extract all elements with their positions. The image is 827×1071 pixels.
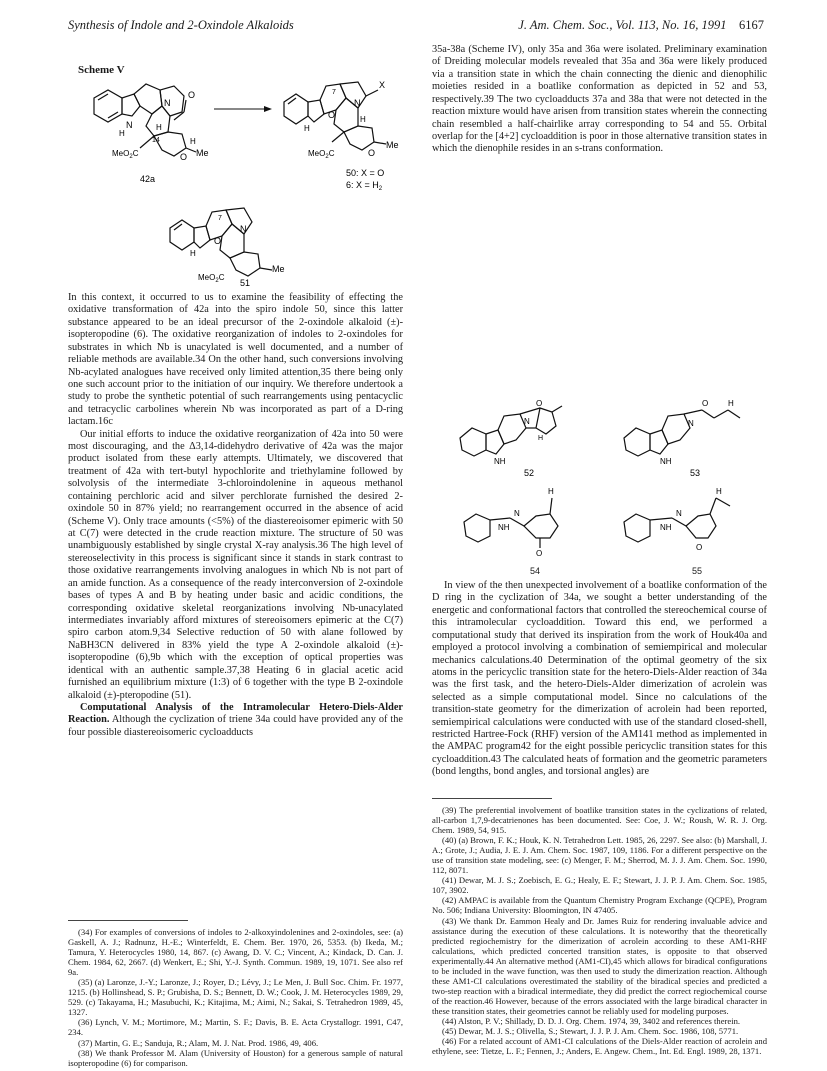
right-column-top	[432, 44, 767, 156]
footnote-44: (44) Alston, P. V.; Shillady, D. D. J. Org. Chem. 1974, 39, 3402 and references therein.	[442, 1015, 741, 1026]
footnote-34: (34) For examples of conversions of indoles to 2-alkoxyindolenines and 2-oxindoles, see: (a) Gaskell, A. J.; Radnunz, H.-E.; Winterfeldt, E. Chem. Ber. 1970, 26, 5353. (b) Ikeda, M.; Tamura, Y. Heterocycles 1980, 14, 867. (c) Awang, D. V. C.; Vincent, A.; Kindack, D. Can. J. Chem. 1984, 62, 2667. (d) Wenkert, E.; Shi, Y.-J. Synth. Commun. 1989, 19, 1071. See also ref 9a.	[68, 927, 403, 978]
label-n-42a: N	[126, 120, 133, 130]
label-55: 55	[692, 566, 703, 576]
label-nh-54: NH	[498, 523, 510, 532]
c-text: C	[218, 273, 225, 282]
meo-text: MeO	[308, 149, 326, 158]
label-6-text: 6: X = H	[346, 180, 379, 190]
label-50: 50: X = O	[346, 168, 385, 178]
footnote-40: (40) (a) Brown, F. K.; Houk, K. N. Tetrahedron Lett. 1985, 26, 2297. See also: (b) Marshall, J. A.; Grote, J.; Audia, J. E. J. Am. Chem. Soc. 1987, 109, 1186. For a different perspective on the use of transition state modeling, see: (c) Menger, F. M.; Sherrod, M. J. J. Am. Chem. Soc. 1990, 112, 8071.	[432, 835, 767, 876]
c-text: C	[132, 149, 139, 158]
label-h-54: H	[548, 487, 554, 496]
footnote-36: (36) Lynch, V. M.; Mortimore, M.; Martin, S. F.; Davis, B. E. Acta Crystallogr. 1991, C47, 234.	[68, 1017, 403, 1038]
label-nh-55: NH	[660, 523, 672, 532]
label-o2-42a: O	[180, 152, 188, 162]
footnote-38: (38) We thank Professor M. Alam (University of Houston) for a generous sample of natural isopteropodine (6) for comparison.	[68, 1047, 403, 1068]
label-nh-53: NH	[660, 457, 672, 466]
label-h2-42a: H	[156, 123, 162, 132]
footnote-35: (35) (a) Laronze, J.-Y.; Laronze, J.; Royer, D.; Lévy, J.; Le Men, J. Bull Soc. Chim. Fr. 1977, 1215. (b) Hollinshead, S. P.; Grubisha, D. S.; Bennett, D. W.; Cook, J. M. Heterocycles 1989, 29, 529. (c) Takayama, H.; Masubuchi, K.; Kitajima, M.; Aimi, N.; Sakai, S. Tetrahedron 1989, 45, 1327.	[68, 977, 403, 1018]
footnotes-right	[432, 805, 767, 1056]
sub-text: 2	[325, 154, 329, 160]
transition-state-diagram	[440, 398, 760, 558]
label-x-50: X	[379, 80, 386, 90]
scheme-v-diagram	[68, 76, 408, 286]
label-o2-50: O	[368, 148, 376, 158]
meo-text: MeO	[198, 273, 216, 282]
label-14-42a: 14	[152, 137, 160, 144]
sub-text: 2	[129, 154, 133, 160]
label-52: 52	[524, 468, 535, 478]
label-meo2c-42a	[112, 149, 139, 160]
label-n-54: N	[514, 509, 520, 518]
label-o-55: O	[696, 543, 703, 552]
label-o-52: O	[536, 399, 543, 408]
running-title: Synthesis of Indole and 2-Oxindole Alkaloids	[68, 18, 294, 32]
label-n-50: N	[354, 98, 361, 108]
footnote-divider	[68, 920, 188, 921]
meo-text: MeO	[112, 149, 130, 158]
label-h-52: H	[538, 435, 544, 442]
sub-text: 2	[378, 186, 383, 192]
paragraph-2: Our initial efforts to induce the oxidative reorganization of 42a into 50 were most discouraging, and the Δ3,14-didehydro derivative of 42a was the major product isolated from these early attempts. Ultimately, we discovered that treatment of 42a with tert-butyl hypochlorite and triethylamine followed by solvolysis of the intermediate 3-chloroindolenine in aqueous methanol containing perchloric acid and silver perchlorate furnished the desired 2-oxindole 50 in 87% yield; no rearrangement occurred in the absence of acid (Scheme V). Only trace amounts (<5%) of the diastereoisomer epimeric with 50 at C(7) were detected in the crude reaction mixture. The structure of 50 was unambiguously established by single crystal X-ray analysis.36 The high level of stereoselectivity in this process is significant since it stands in stark contrast to those oxidative rearrangements involving analogues in which Nb is not part of an amide function. As a consequence of the ready interconversion of 2-oxindole bases of types A and B by heating under basic and acidic conditions, the corresponding oxidative skeletal reorganizations involving Nb-unacylated intermediates invariably afford mixtures of stereoisomers epimeric at the C(7) spiro carbon atom.9,34 Selective reduction of 50 with alane followed by NaBH3CN delivered in 83% yield the type A 2-oxindole alkaloid (±)-isopteropodine (6),9b which with the exception of optical properties was identical with an authentic sample.37,38 Heating 6 in glacial acetic acid furnished an equilibrium mixture (1:3) of 6 together with the type B 2-oxindole alkaloid (±)-pteropodine (51).	[68, 428, 403, 701]
structure-42a	[94, 84, 196, 156]
label-n-53: N	[688, 419, 694, 428]
structure-53	[624, 410, 740, 456]
label-o-54: O	[536, 549, 543, 558]
footnotes-left	[68, 927, 403, 1068]
footnote-41: (41) Dewar, M. J. S.; Zoebisch, E. G.; Healy, E. F.; Stewart, J. J. P. J. Am. Chem. Soc. 1985, 107, 3902.	[432, 875, 767, 896]
page-number: 6167	[739, 18, 764, 32]
label-me-51: Me	[272, 264, 285, 274]
label-o-51: O	[214, 236, 222, 246]
label-h-42a: H	[119, 129, 125, 138]
label-6	[346, 180, 383, 192]
label-n-51: N	[240, 224, 247, 234]
paragraph-5: In view of the then unexpected involvement of a boatlike conformation of the D ring in the cyclization of 34a, we sought a better understanding of the energetic and conformational factors that controlled the stereochemical course of this intramolecular cycloaddition. Toward this end, we performed a computational study that derived its inspiration from the work of Houk40a and employed a protocol involving a combination of semiempirical and molecular mechanics calculations.40 Determination of the optimal geometry of the six atoms in the pericyclic transition state for the hetero-Diels-Alder reaction of 34a was the first task, and the hetero-Diels-Alder dimerization of acrolein was selected as a simple computational model. Since no calculations of the transition-state geometry for the dimerization of acrolein had been reported, semiempirical calculations were conducted with use of the standard closed-shell, restricted Hartree-Fock (RHF) version of the AM141 method as implemented in the AMPAC program42 for the eight possible pericyclic transition states for this cycloaddition.43 The calculated heats of formation and the geometric parameters (bond lengths, bond angles, and torsional angles) are	[432, 580, 767, 778]
journal-name: J. Am. Chem. Soc., Vol. 113, No. 16, 1991	[518, 18, 727, 32]
label-o-42a: O	[188, 90, 196, 100]
label-n-55: N	[676, 509, 682, 518]
structure-52	[460, 406, 562, 456]
label-h-51: H	[190, 249, 196, 258]
footnote-divider-right	[432, 798, 552, 799]
footnote-45: (45) Dewar, M. J. S.; Olivella, S.; Stewart, J. J. P. J. Am. Chem. Soc. 1986, 108, 5771.	[442, 1026, 739, 1037]
label-h3-42a: H	[190, 137, 196, 146]
right-column-mid	[432, 580, 767, 779]
footnote-37: (37) Martin, G. E.; Sanduja, R.; Alam, M. J. Nat. Prod. 1986, 49, 406.	[78, 1037, 319, 1048]
paragraph-1: In this context, it occurred to us to examine the feasibility of effecting the oxidative transformation of 42a into the spiro indole 50, since this latter substance appeared to be an ideal precursor of the 2-oxindole alkaloid (±)-isopteropodine (6). The oxidative reorganization of indoles to 2-oxindoles for substrates in which Nb is unacylated is well documented, and a number of reliable methods are available.34 On the other hand, such conversions involving Nb-acylated analogues have received only limited attention,35 there being only one such account prior to the initiation of our inquiry. We therefore undertook a study to probe the synthetic potential of such rearrangements using pentacyclic and tetracyclic carbolines wherein Nb was incorporated as part of a D-ring lactam.16c	[68, 292, 403, 428]
label-h2-50: H	[360, 115, 366, 124]
paragraph-4: 35a-38a (Scheme IV), only 35a and 36a were isolated. Preliminary examination of Dreiding molecular models revealed that 35a and 36a were likely produced via a transition state in which the chain connecting the dienic and dienophilic moieties resided in a boatlike conformation as depicted in 52 and 53, respectively.39 The two cycloadducts 37a and 38a that were not detected in the reaction mixture would have arisen from transition states wherein the connecting chain resembled a half-chairlike array corresponding to 54 and 55. Orbital overlap for the [4+2] cycloaddition is poor in those alternative transition states in which the dienophile resides in an s-trans conformation.	[432, 44, 767, 155]
label-42a: 42a	[140, 174, 156, 184]
c-text: C	[328, 149, 335, 158]
label-nh-52: NH	[494, 457, 506, 466]
label-n-52: N	[524, 417, 530, 426]
label-o-50: O	[328, 110, 336, 120]
footnote-46: (46) For a related account of AM1-CI calculations of the Diels-Alder reaction of acrolein and ethylene, see: Tietze, L. F.; Fennen, J.; Anders, E. Angew. Chem., Int. Ed. Engl. 1989, 28, 1371.	[432, 1036, 767, 1057]
sub-text: 2	[215, 278, 219, 284]
label-7-50: 7	[332, 89, 336, 96]
paragraph-3	[68, 702, 403, 739]
label-53: 53	[690, 468, 701, 478]
journal-citation	[440, 18, 764, 33]
left-column	[68, 292, 403, 739]
label-7-51: 7	[218, 215, 222, 222]
footnote-43: (43) We thank Dr. Eammon Healy and Dr. James Ruiz for rendering invaluable advice and assistance during the execution of these calculations. It is noteworthy that the theoretically predicted regiochemistry for the dimerization of acrolein according to these AM1-RHF calculations, which predicted concerted transition states, is opposite to that observed experimentally.44 An alternative method (AM1-CI),45 which allows for biradical configurations to be included in the wave function, was then used to study the dimerization reaction. Although these AM1-CI calculations overestimated the stability of the biradical species and predicted a two-step reaction with a biradical intermediate, they did predict the correct regiochemical course of the reaction.46 However, because of the errors associated with the large biradical character in these transition states, their geometries cannot be reliably used for modeling purposes.	[432, 915, 767, 1016]
structure-54	[464, 498, 558, 548]
label-n-b-42a: N	[164, 98, 171, 108]
scheme-title: Scheme V	[78, 64, 125, 76]
label-me-42a: Me	[196, 148, 209, 158]
structure-55	[624, 498, 730, 542]
label-54: 54	[530, 566, 541, 576]
footnote-39: (39) The preferential involvement of boatlike transition states in the cyclizations of related, all-carbon 1,7,9-decatrienones has been documented. See: Coe, J. W.; Roush, W. R. J. Org. Chem. 1989, 54, 915.	[432, 805, 767, 836]
section-text: Although the cyclization of triene 34a could have provided any of the four possible diastereoisomeric cycloadducts	[68, 714, 403, 738]
label-h-50: H	[304, 124, 310, 133]
label-meo2c-51	[198, 273, 225, 284]
label-51: 51	[240, 278, 251, 286]
label-meo2c-50	[308, 149, 335, 160]
section-heading: Computational Analysis of the Intramolecular Hetero-Diels-Alder Reaction.	[68, 701, 403, 726]
label-h-55: H	[716, 487, 722, 496]
label-h-53: H	[728, 399, 734, 408]
arrow-head-icon	[264, 106, 272, 112]
label-me-50: Me	[386, 140, 399, 150]
label-o-53: O	[702, 399, 709, 408]
footnote-42: (42) AMPAC is available from the Quantum Chemistry Program Exchange (QCPE), Program No. 506; Indiana University: Bloomington, IN 47405.	[432, 895, 767, 916]
